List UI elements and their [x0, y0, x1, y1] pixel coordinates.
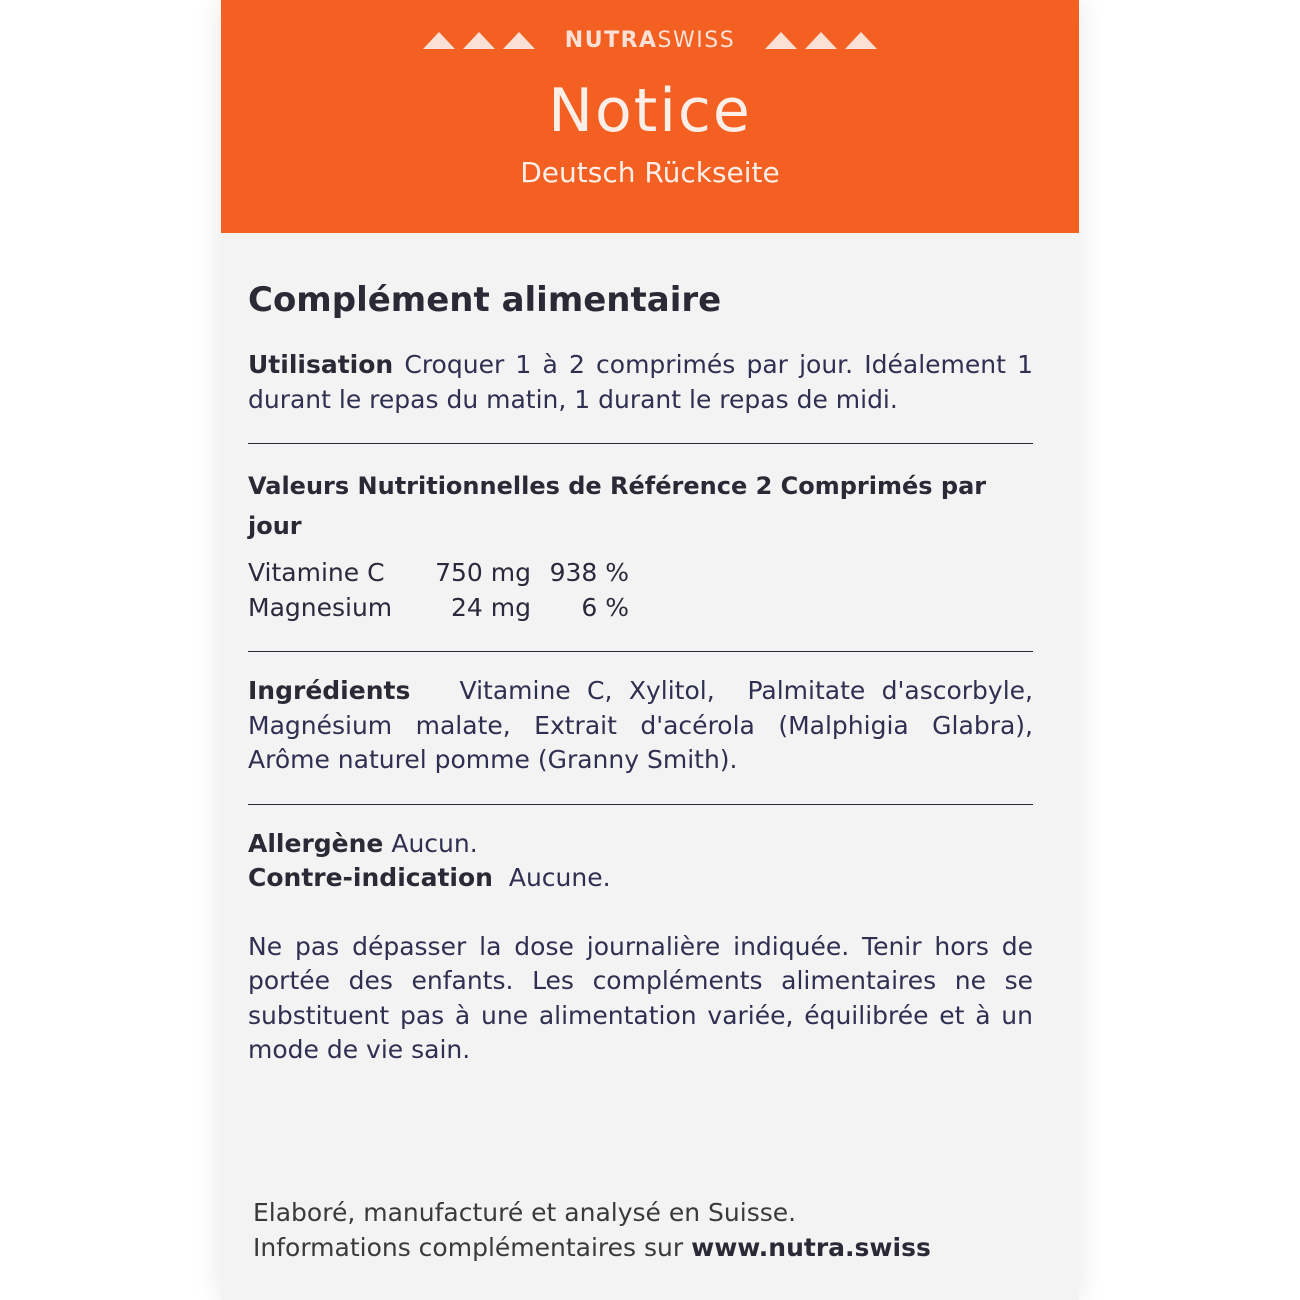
footer-line-2 — [253, 1231, 1053, 1266]
ingredients-text: Vitamine C, Xylitol, Palmitate d'ascorbyle, Magnésium malate, Extrait d'acérola (Malphigia Glabra), Arôme naturel pomme (Granny Smith). — [248, 676, 1041, 774]
footer — [253, 1196, 1053, 1265]
nutrient-amount: 750 mg — [435, 558, 531, 587]
brand-light: SWISS — [657, 28, 736, 53]
brand-row — [221, 28, 1079, 53]
nutrition-row — [248, 556, 1033, 591]
divider — [248, 804, 1033, 805]
brand-bold: NUTRA — [564, 28, 658, 53]
website-link[interactable]: www.nutra.swiss — [691, 1232, 931, 1262]
nutrient-name: Vitamine C — [248, 558, 385, 587]
nutrition-row — [248, 591, 1033, 626]
footer-prefix: Informations complémentaires sur — [253, 1232, 692, 1262]
triangle-icon — [503, 32, 535, 49]
contraindication-label: Contre-indication — [248, 863, 493, 892]
footer-line-1: Elaboré, manufacturé et analysé en Suisse. — [253, 1198, 797, 1227]
allergen-text: Aucun. — [383, 828, 478, 858]
usage-paragraph — [248, 348, 1033, 417]
triangle-icon — [765, 32, 797, 49]
ingredients-paragraph — [248, 674, 1041, 778]
divider — [248, 443, 1033, 444]
brand-logo — [565, 28, 735, 53]
allergen-line — [248, 827, 1033, 862]
notice-card — [221, 0, 1079, 1300]
spacer — [248, 896, 1033, 930]
allergen-label: Allergène — [248, 828, 384, 858]
warning-paragraph: Ne pas dépasser la dose journalière indiquée. Tenir hors de portée des enfants. Les compléments alimentaires ne se substituent pas à une alimentation variée, équilibrée et à un mode de vie sain. — [248, 931, 1033, 1064]
page-subtitle: Deutsch Rückseite — [520, 156, 780, 189]
triangle-icon — [845, 32, 877, 49]
triangle-icon — [805, 32, 837, 49]
triangle-group-left — [423, 32, 535, 49]
nutrient-percent: 938 % — [549, 558, 629, 587]
nutrient-amount: 24 mg — [451, 592, 531, 622]
triangle-icon — [423, 32, 455, 49]
nutrient-percent: 6 % — [581, 592, 629, 622]
nutrient-name: Magnesium — [248, 592, 393, 622]
usage-text: Croquer 1 à 2 comprimés par jour. Idéalement 1 durant le repas du matin, 1 durant le repas de midi. — [248, 350, 1033, 414]
triangle-group-right — [765, 32, 877, 49]
triangle-icon — [463, 32, 495, 49]
nutrition-heading: Valeurs Nutritionnelles de Référence 2 Comprimés par jour — [248, 472, 987, 540]
contraindication-text: Aucune. — [492, 863, 611, 892]
divider — [248, 651, 1033, 652]
ingredients-label: Ingrédients — [248, 676, 411, 705]
section-heading: Complément alimentaire — [248, 280, 722, 320]
page-title: Notice — [548, 76, 752, 146]
header-banner — [221, 0, 1079, 233]
notice-content — [248, 278, 1041, 1068]
contraindication-line — [248, 861, 1033, 896]
usage-label: Utilisation — [248, 350, 394, 379]
